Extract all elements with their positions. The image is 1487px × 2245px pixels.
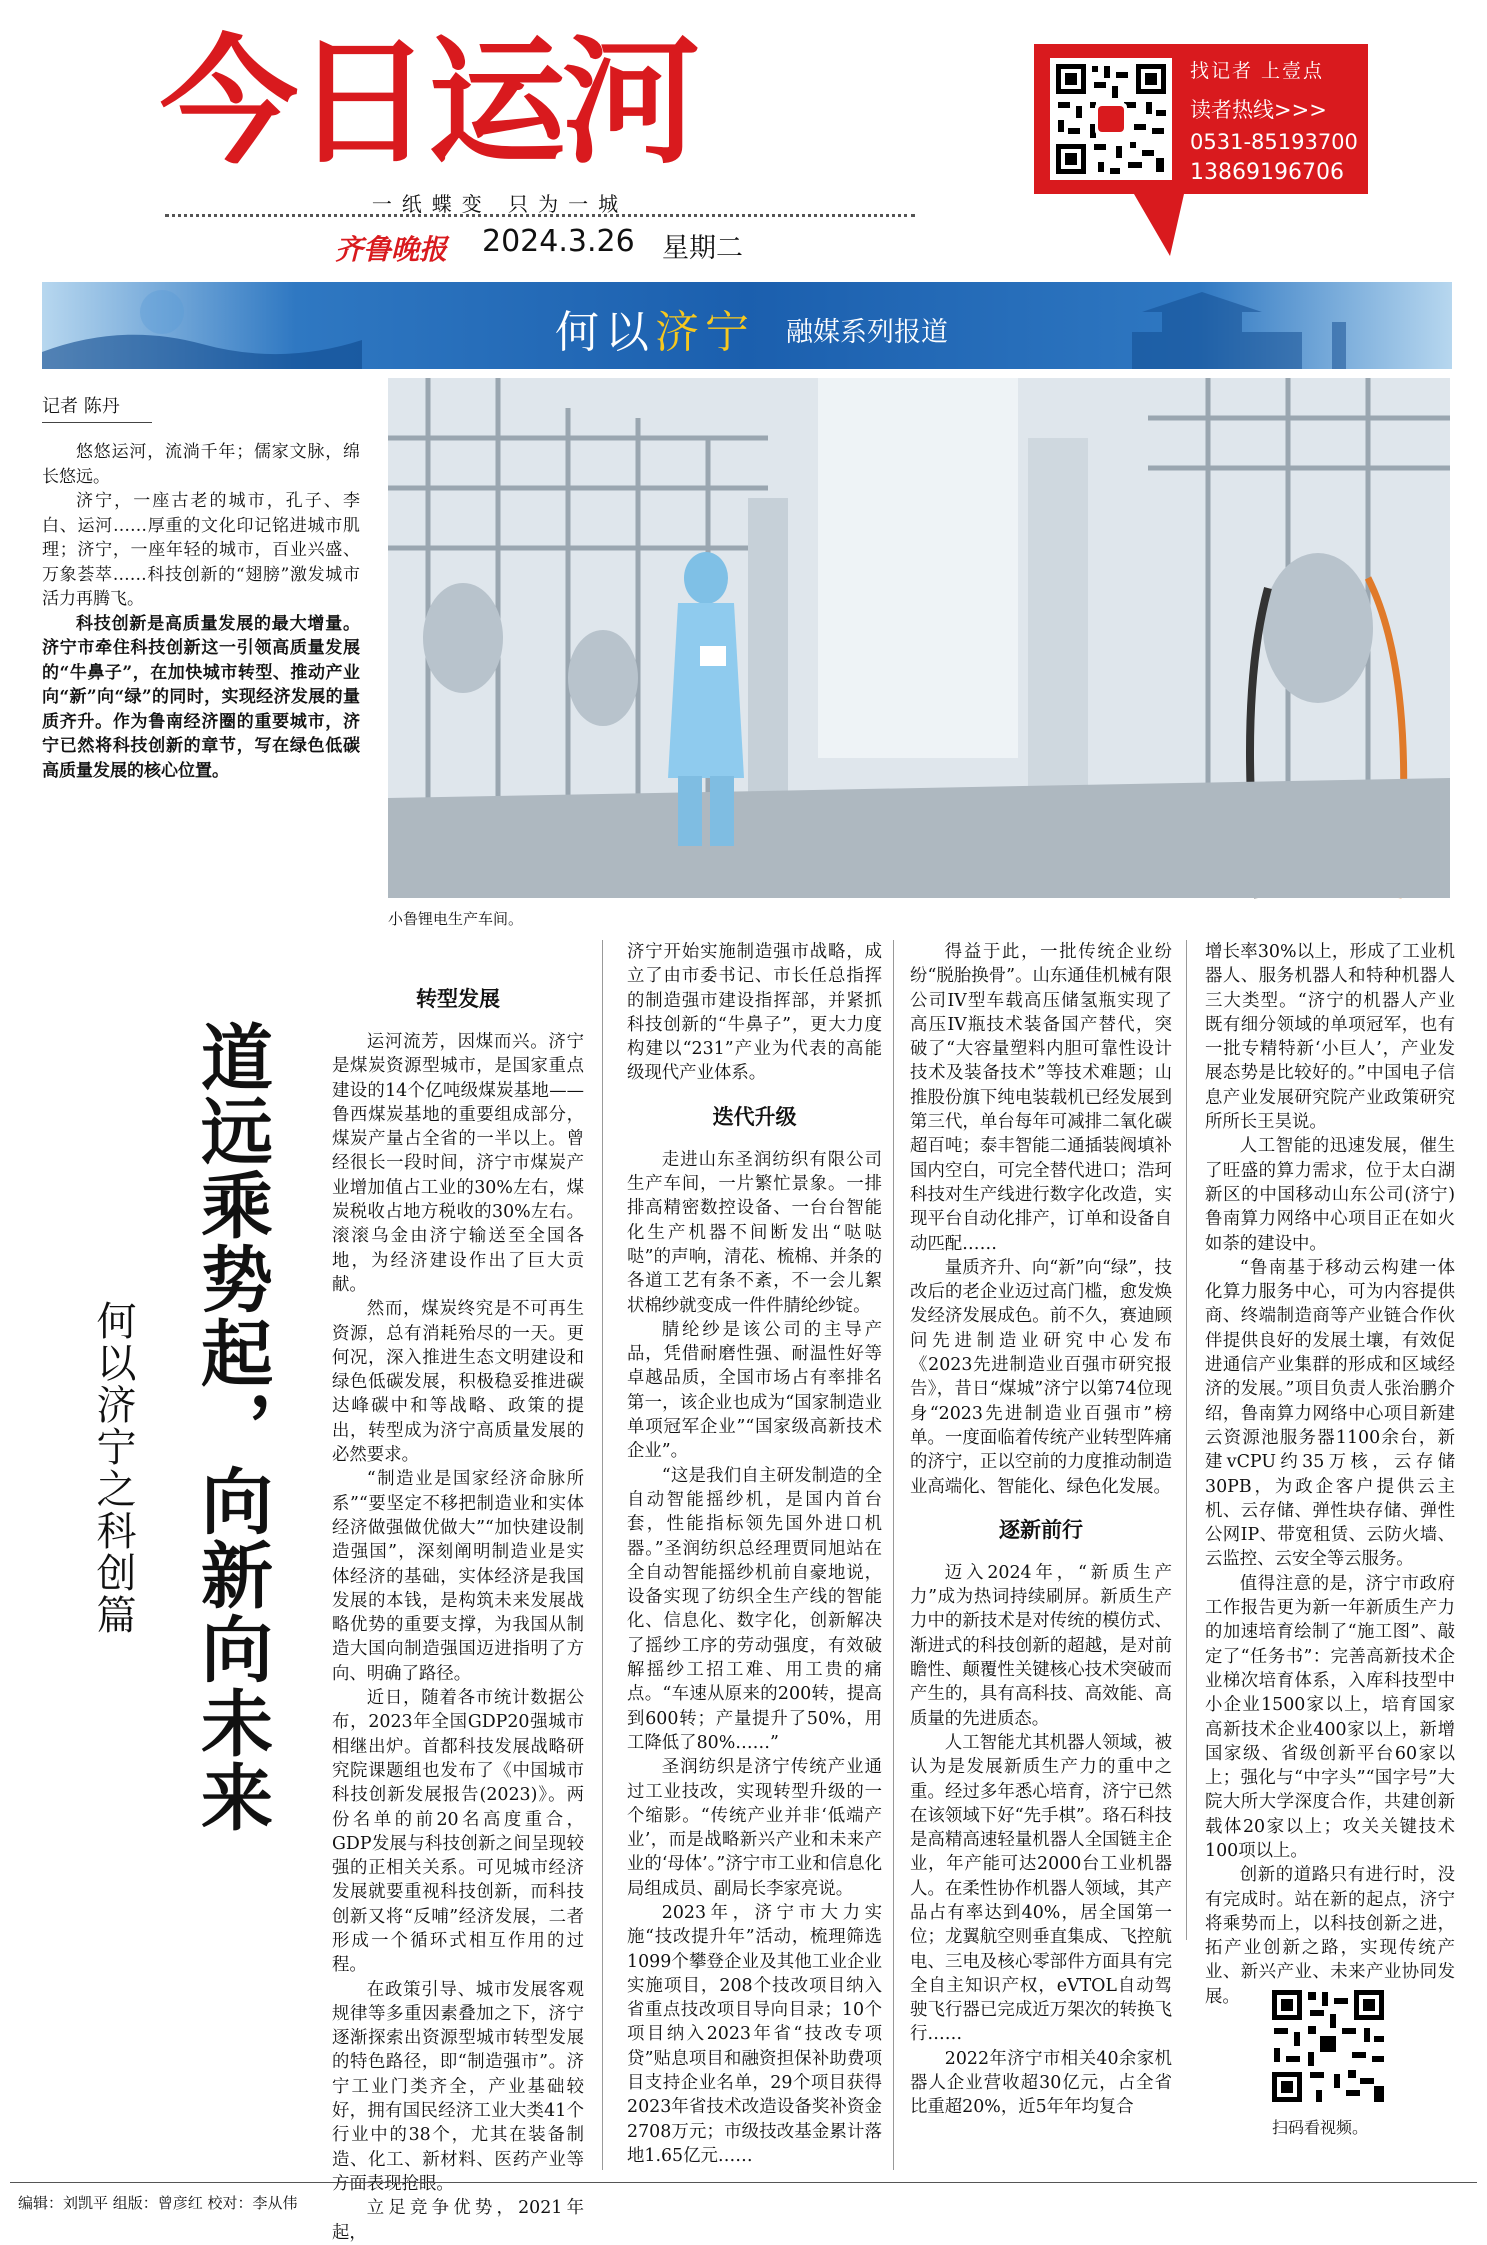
- factory-photo: [388, 378, 1450, 898]
- masthead-title: 今日运河: [160, 22, 697, 183]
- article-paragraph: 近日，随着各市统计数据公布，2023年全国GDP20强城市相继出炉。首都科技发展战略研究院课题组也发布了《中国城市科技创新发展报告(2023)》。两份名单的前20名高度重合，GDP发展与科技创新之间呈现较强的正相关关系。可见城市经济发展就要重视科技创新，而科技创新又将“反哺”经济发展，二者形成一个循环式相互作用的过程。: [332, 1688, 584, 1976]
- article-paragraph: 在政策引导、城市发展客观规律等多重因素叠加之下，济宁逐渐探索出资源型城市转型发展的特色路径，即“制造强市”。济宁工业门类齐全，产业基础较好，拥有国民经济工业大类41个行业中的38个，尤其在装备制造、化工、新材料、医药产业等方面表现抢眼。: [332, 1979, 584, 2194]
- column-divider: [602, 940, 603, 2170]
- hotline-phone-mobile[interactable]: 13869196706: [1190, 160, 1344, 185]
- article-paragraph: 量质齐升、向“新”向“绿”，技改后的老企业迈过高门槛，愈发焕发经济发展成色。前不久，赛迪顾问先进制造业研究中心发布《2023先进制造业百强市研究报告》，昔日“煤城”济宁以第74位现身“2023先进制造业百强市”榜单。一度面临着传统产业转型阵痛的济宁，正以空前的力度推动制造业高端化、智能化、绿色化发展。: [910, 1257, 1172, 1497]
- article-paragraph: 2023年，济宁市大力实施“技改提升年”活动，梳理筛选1099个攀登企业及其他工业企业实施项目，208个技改项目纳入省重点技改项目导向目录；10个项目纳入2023年省“技改专项贷”贴息项目和融资担保补助费项目支持企业名单，29个项目获得2023年省技术改造设备奖补资金2708万元；市级技改基金累计落地1.65亿元……: [627, 1902, 882, 2166]
- article-paragraph: 创新的道路只有进行时，没有完成时。站在新的起点，济宁将乘势而上，以科技创新之进，拓产业创新之路，实现传统产业、新兴产业、未来产业协同发展。: [1205, 1865, 1455, 2007]
- footer-credits: 编辑：刘凯平 组版：曾彦红 校对：李从伟: [18, 2194, 298, 2212]
- banner-title: 何以济宁: [555, 307, 755, 358]
- article-paragraph: 2022年济宁市相关40余家机器人企业营收超30亿元，占全省比重超20%，近5年年均复合: [910, 2048, 1172, 2118]
- article-paragraph: 运河流芳，因煤而兴。济宁是煤炭资源型城市，是国家重点建设的14个亿吨级煤炭基地——鲁西煤炭基地的重要组成部分，煤炭产量占全省的一半以上。曾经很长一段时间，济宁市煤炭产业增加值占工业的30%左右，煤炭税收占地方税收的30%左右。滚滚乌金由济宁输送至全国各地，为经济建设作出了巨大贡献。: [332, 1032, 584, 1295]
- column-divider: [1186, 940, 1187, 1940]
- lead-paragraph: 济宁，一座古老的城市，孔子、李白、运河……厚重的文化印记铭进城市肌理；济宁，一座年轻的城市，百业兴盛、万象荟萃……科技创新的“翅膀”激发城市活力再腾飞。: [42, 491, 360, 609]
- paper-name-logo: 齐鲁晚报: [335, 233, 448, 266]
- masthead-rule: [165, 214, 915, 217]
- article-paragraph: 得益于此，一批传统企业纷纷“脱胎换骨”。山东通佳机械有限公司IV型车载高压储氢瓶实现了高压IV瓶技术装备国产替代，突破了“大容量塑料内胆可靠性设计技术及装备技术”等技术难题；山推股份旗下纯电装载机已经发展到第三代，单台每年可减排二氧化碳超百吨；泰丰智能二通插装阀填补国内空白，可完全替代进口；浩珂科技对生产线进行数字化改造，实现平台自动化排产，订单和设备自动匹配……: [910, 942, 1172, 1254]
- lead-text: [42, 440, 360, 783]
- byline-rule: [42, 422, 152, 423]
- article-paragraph: 增长率30%以上，形成了工业机器人、服务机器人和特种机器人三大类型。“济宁的机器人产业既有细分领域的单项冠军，也有一批专精特新‘小巨人’，产业发展态势是比较好的。”中国电子信息产业发展研究院产业政策研究所所长王昊说。: [1205, 942, 1455, 1133]
- article-paragraph: 济宁开始实施制造强市战略，成立了由市委书记、市长任总指挥的制造强市建设指挥部，并紧抓科技创新的“牛鼻子”，更大力度构建以“231”产业为代表的高能级现代产业体系。: [627, 942, 882, 1084]
- qr-caption: 扫码看视频。: [1272, 2118, 1369, 2137]
- article-paragraph: 圣润纺织是济宁传统产业通过工业技改，实现转型升级的一个缩影。“传统产业并非‘低端产业’，而是战略新兴产业和未来产业的‘母体’。”济宁市工业和信息化局组成员、副局长李家亮说。: [627, 1757, 882, 1899]
- article-headline: 道远乘势起，向新向未来: [189, 1020, 274, 1834]
- hotline-phone-landline[interactable]: 0531-85193700: [1190, 130, 1358, 154]
- masthead-slogan: 一纸蝶变 只为一城: [371, 192, 629, 216]
- lead-paragraph: 悠悠运河，流淌千年；儒家文脉，绵长悠远。: [42, 442, 360, 487]
- article-paragraph: “鲁南基于移动云构建一体化算力服务中心，可为内容提供商、终端制造商等产业链合作伙伴提供良好的发展土壤，有效促进通信产业集群的形成和区域经济的发展。”项目负责人张治鹏介绍，鲁南算力网络中心项目新建云资源池服务器1100余台，新建vCPU约35万核，云存储30PB，为政企客户提供云主机、云存储、弹性块存储、弹性公网IP、带宽租赁、云防火墙、云监控、云安全等云服务。: [1205, 1257, 1455, 1570]
- article-paragraph: 腈纶纱是该公司的主导产品，凭借耐磨性强、耐温性好等卓越品质，全国市场占有率排名第一，该企业也成为“国家制造业单项冠军企业”“国家级高新技术企业”。: [627, 1319, 882, 1462]
- article-column-1: [332, 968, 584, 2245]
- photo-caption: 小鲁锂电生产车间。: [388, 910, 524, 928]
- issue-weekday: 星期二: [662, 233, 743, 264]
- article-column-4: [1205, 940, 1455, 2009]
- article-paragraph: 人工智能的迅速发展，催生了旺盛的算力需求，位于太白湖新区的中国移动山东公司(济宁)鲁南算力网络中心项目正在如火如荼的建设中。: [1205, 1136, 1455, 1254]
- issue-date: 2024.3.26: [482, 224, 635, 259]
- reporter-byline: 记者 陈丹: [42, 396, 120, 417]
- hotline-find-reporter: 找记者 上壹点: [1190, 60, 1325, 82]
- article-paragraph: 走进山东圣润纺织有限公司生产车间，一片繁忙景象。一排排高精密数控设备、一台台智能化生产机器不间断发出“哒哒哒”的声响，清花、梳棉、并条的各道工艺有条不紊，不一会儿絮状棉纱就变成一件件腈纶纱锭。: [627, 1149, 882, 1316]
- banner-subtitle: 融媒系列报道: [786, 317, 948, 348]
- article-paragraph: “制造业是国家经济命脉所系”“要坚定不移把制造业和实体经济做强做优做大”“加快建设制造强国”，深刻阐明制造业是实体经济的基础，实体经济是我国发展的本钱，是构筑未来发展战略优势的重要支撑，为我国从制造大国向制造强国迈进指明了方向、明确了路径。: [332, 1469, 584, 1684]
- article-paragraph: 人工智能尤其机器人领域，被认为是发展新质生产力的重中之重。经过多年悉心培育，济宁已然在该领域下好“先手棋”。珞石科技是高精高速轻量机器人全国链主企业，年产能可达2000台工业机器人。在柔性协作机器人领域，其产品占有率达到40%，居全国第一位；龙翼航空则垂直集成、飞控航电、三电及核心零部件方面具有完全自主知识产权，eVTOL自动驾驶飞行器已完成近万架次的转换飞行……: [910, 1732, 1172, 2045]
- article-paragraph: “这是我们自主研发制造的全自动智能摇纱机，是国内首台套，性能指标领先国外进口机器。”圣润纺织总经理贾同旭站在全自动智能摇纱机前自豪地说，设备实现了纺织全生产线的智能化、信息化、数字化，创新解决了摇纱工序的劳动强度，有效破解摇纱工招工难、用工贵的痛点。“车速从原来的200转，提高到600转；产量提升了50%，用工降低了80%……”: [627, 1465, 882, 1753]
- hotline-box-tail: [1134, 194, 1184, 256]
- article-paragraph: 迈入2024年，“新质生产力”成为热词持续刷屏。新质生产力中的新技术是对传统的模仿式、渐进式的科技创新的超越，是对前瞻性、颠覆性关键核心技术突破而产生的，具有高科技、高效能、高质量的先进质态。: [910, 1562, 1172, 1729]
- section-heading: 逐新前行: [999, 1516, 1083, 1542]
- article-paragraph: 然而，煤炭终究是不可再生资源，总有消耗殆尽的一天。更何况，深入推进生态文明建设和绿色低碳发展，积极稳妥推进碳达峰碳中和等战略、政策的提出，转型成为济宁高质量发展的必然要求。: [332, 1299, 584, 1466]
- qr-code-icon[interactable]: [1050, 58, 1172, 180]
- article-column-2: [627, 940, 882, 2168]
- hotline-reader-label: 读者热线>>>: [1190, 98, 1327, 122]
- article-paragraph: 值得注意的是，济宁市政府工作报告更为新一年新质生产力的加速培育绘制了“施工图”、敲定了“任务书”：完善高新技术企业梯次培育体系，入库科技型中小企业1500家以上，培育国家高新技术企业400家以上，新增国家级、省级创新平台60家以上；强化与“中字头”“国字号”大院大所大学深度合作，共建创新载体20家以上；攻关关键技术100项以上。: [1205, 1573, 1455, 1861]
- section-heading: 迭代升级: [712, 1103, 797, 1129]
- column-divider: [893, 940, 894, 2170]
- footer-rule: [10, 2182, 1477, 2183]
- article-subheadline: 何以济宁之科创篇: [90, 1300, 136, 1636]
- section-heading: 转型发展: [416, 986, 500, 1011]
- lead-paragraph: 科技创新是高质量发展的最大增量。济宁市牵住科技创新这一引领高质量发展的“牛鼻子”，在加快城市转型、推动产业向“新”向“绿”的同时，实现经济发展的量质齐升。作为鲁南经济圈的重要城市，济宁已然将科技创新的章节，写在绿色低碳高质量发展的核心位置。: [42, 613, 360, 781]
- article-column-3: [910, 940, 1172, 2120]
- video-qr-code-icon[interactable]: [1268, 1986, 1388, 2106]
- article-paragraph: 立足竞争优势，2021年起，: [332, 2198, 584, 2243]
